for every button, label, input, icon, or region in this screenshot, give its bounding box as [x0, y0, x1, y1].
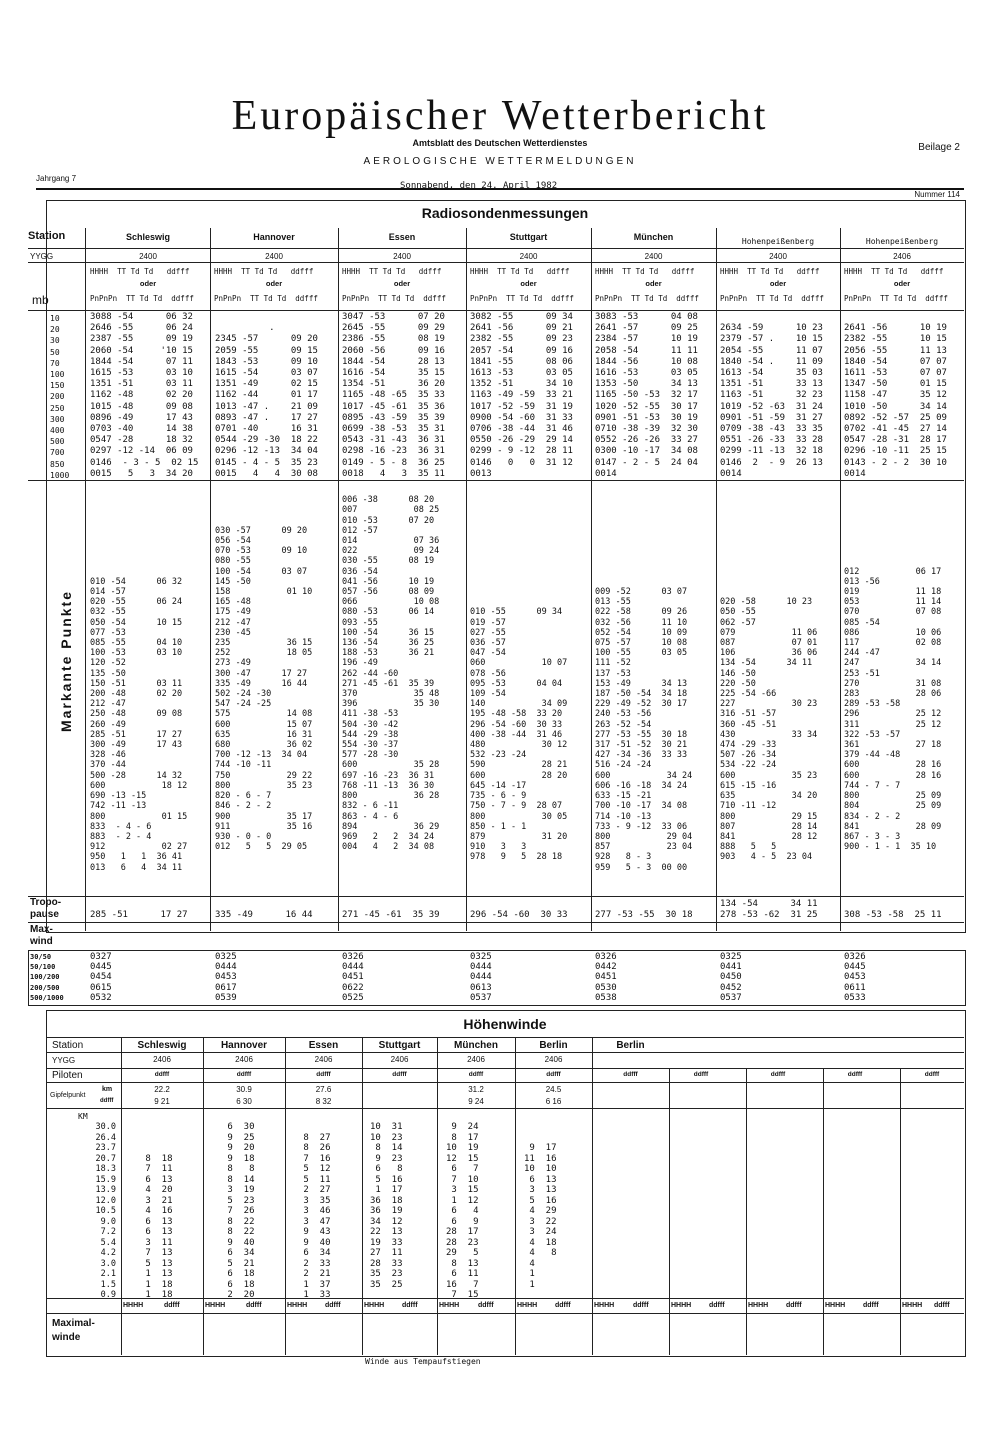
footer-note: Winde aus Tempaufstiegen [365, 1357, 481, 1366]
yygg-value: 2400 [769, 252, 787, 261]
hw-max-hhhh: HHHH [439, 1302, 460, 1309]
col-rule [338, 228, 339, 931]
hw-station-label: Station [52, 1040, 84, 1051]
main-data-hannover: . 2345 -57 09 20 2059 -55 09 15 1843 -53 09 10 1615 -54 03 07 1351 -49 02 15 1162 -44 01 17 1013 -47 . 21 09 0893 -47 . 17 27 0701 -40 16 31 0544 -29 -30 18 22 0296 -12 -13 34 04 0145 - 4 - 5 35 23 0015 4 4 30 08 [215, 323, 318, 479]
hw-station-name: Berlin [539, 1040, 568, 1051]
mark-data-schleswig: 010 -54 06 32 014 -57 020 -55 06 24 032 -55 050 -54 10 15 077 -53 085 -55 04 10 100 -53 03 10 120 -52 135 -50 150 -51 03 11 200 -48 02 20 212 -47 250 -48 09 08 260 -49 285 -51 17 27 300 -49 17 43 328 -46 370 -44 500 -28 14 32 600 18 12 690 -13 -15 742 -11 -13 800 01 15 833 - 4 - 6 883 - 2 - 4 912 02 27 950 1 1 36 41 013 6 4 34 11 [90, 576, 188, 873]
col-header-line1: HHHH TT Td Td ddfff [720, 267, 820, 276]
hw-station-name: Berlin [616, 1040, 645, 1051]
pressure-level: 700 [50, 448, 65, 458]
hw-peak-km: 31.2 [468, 1085, 484, 1094]
hw-peak-dd: 9 24 [468, 1097, 484, 1106]
hw-peak-km: 24.5 [545, 1085, 562, 1094]
station-stuttgart: Stuttgart [509, 232, 548, 242]
col-header-oder: oder [893, 279, 911, 288]
hw-km-label: km [102, 1086, 113, 1093]
pressure-level: 200 [50, 392, 65, 402]
hw-max-ddfff: ddfff [478, 1302, 494, 1309]
hw-max-ddfff: ddfff [934, 1302, 950, 1309]
col-header-line1: HHHH TT Td Td ddfff [90, 267, 190, 276]
hw-max-hhhh: HHHH [287, 1302, 308, 1309]
pressure-level: 300 [50, 414, 65, 424]
hw-col-rule [669, 1068, 670, 1355]
col-rule [466, 228, 467, 931]
main-data-schleswig: 3088 -54 06 32 2646 -55 06 24 2387 -55 09 19 2060 -54 '10 15 1844 -54 07 11 1615 -53 03 10 1351 -51 03 11 1162 -48 02 20 1015 -48 09 08 0896 -49 17 43 0703 -40 14 38 0547 -28 18 32 0297 -12 -14 06 09 0146 - 3 - 5 02 15 0015 5 3 34 20 [90, 312, 199, 479]
yygg-value: 2400 [139, 252, 157, 261]
hw-max-ddfff: ddfff [709, 1302, 725, 1309]
wind-shear-level: 30/50 [30, 953, 52, 961]
hw-max-ddfff: ddfff [164, 1302, 180, 1309]
pressure-level: 250 [50, 403, 65, 413]
issue-number: Nummer 114 [914, 190, 960, 199]
hw-ddfff-head: ddfff [154, 1071, 170, 1078]
main-data-hohenpeissenberg-1: 2634 -59 10 23 2379 -57 . 10 15 2054 -55 11 07 1840 -54 . 11 09 1613 -54 35 03 1351 -51 33 13 1163 -51 32 23 1019 -52 -63 31 24 0901 -51 -59 31 27 0709 -38 -43 33 35 0551 -26 -33 33 28 0299 -11 -13 32 18 0146 2 - 9 26 13 0014 [720, 323, 823, 479]
maxwind-label-2: wind [30, 936, 53, 947]
hw-rule [46, 1068, 964, 1069]
hw-gipfel-label: Gipfelpunkt [50, 1092, 86, 1099]
hw-peak-dd: 8 32 [315, 1097, 332, 1106]
hw-col-rule [823, 1068, 824, 1355]
hw-station-name: Essen [308, 1040, 339, 1051]
hw-ddfff-head: ddfff [770, 1071, 786, 1078]
pressure-level: 500 [50, 437, 65, 447]
pressure-level: 50 [50, 347, 60, 357]
mb-label: mb [32, 293, 49, 307]
hw-ddfff-head: ddfff [924, 1071, 940, 1078]
maxwind-rule [28, 922, 964, 923]
hoehenwinde-title: Höhenwinde [463, 1016, 547, 1032]
pressure-level: 400 [50, 426, 65, 436]
hw-col-rule [746, 1068, 747, 1355]
mark-data-hohenpeissenberg-2: 012 06 17 013 -56 019 11 18 053 11 14 070 07 08 085 -54 086 10 06 117 02 08 244 -47 247 34 14 253 -51 270 31 08 283 28 06 289 -53 -58 296 25 12 311 25 12 322 -53 -57 361 27 18 379 -44 -48 600 28 16 600 28 16 744 - 7 - 7 800 25 09 804 25 09 834 - 2 - 2 841 28 09 867 - 3 - 3 900 - 1 - 1 35 10 [844, 566, 942, 853]
col-header-line1: HHHH TT Td Td ddfff [844, 267, 944, 276]
hw-max-ddfff: ddfff [555, 1302, 571, 1309]
main-mark-rule [28, 480, 964, 481]
station-row-rule [28, 248, 964, 249]
wind-shear-levels [30, 952, 64, 1003]
col-header-line2: PnPnPn TT Td Td ddfff [595, 294, 699, 303]
hw-dd-label: ddfff [100, 1098, 114, 1104]
hw-station-yygg: 2406 [153, 1055, 171, 1064]
tropo-stuttgart: 296 -54 -60 30 33 [470, 910, 568, 920]
radiosonde-title: Radiosondenmessungen [421, 205, 589, 221]
tropo-label-1: Tropo- [30, 897, 62, 908]
pressure-level: 70 [50, 358, 60, 368]
station-hohenpeissenberg-2: Hohenpeißenberg [865, 237, 939, 246]
station-essen: Essen [388, 232, 416, 242]
hw-peak-km: 30.9 [236, 1085, 252, 1094]
hw-rule [46, 1082, 964, 1083]
max-label-2: winde [52, 1332, 81, 1343]
hw-peak-dd: 6 30 [236, 1097, 252, 1106]
shear-hohenpeissenberg-1: 0325 0441 0450 0452 0537 [720, 952, 742, 1003]
label-col-rule [85, 228, 86, 931]
col-rule [840, 228, 841, 931]
main-data-muenchen: 3083 -53 04 08 2641 -57 09 25 2384 -57 10 19 2058 -54 11 11 1844 -56 10 08 1616 -53 03 05 1353 -50 34 13 1165 -50 -53 32 17 1020 -52 -55 30 17 0901 -51 -53 30 19 0710 -38 -39 32 30 0552 -26 -26 33 27 0300 -10 -17 34 08 0147 - 2 - 5 24 04 0014 [595, 312, 698, 479]
tropo-rule [28, 896, 964, 897]
yygg-label: YYGG [30, 252, 54, 261]
hw-station-name: München [454, 1040, 498, 1051]
station-muenchen: München [633, 232, 674, 242]
col-header-line2: PnPnPn TT Td Td ddfff [342, 294, 446, 303]
yygg-value: 2406 [893, 252, 911, 261]
tropo-hannover: 335 -49 16 44 [215, 910, 313, 920]
hw-ddfff-head: ddfff [847, 1071, 863, 1078]
hw-col-rule [592, 1037, 593, 1355]
hw-max-ddfff: ddfff [863, 1302, 879, 1309]
yygg-value: 2400 [519, 252, 538, 261]
hw-station-name: Schleswig [137, 1040, 187, 1051]
station-hohenpeissenberg-1: Hohenpeißenberg [741, 237, 815, 246]
beilage-label: Beilage 2 [918, 142, 960, 153]
shear-essen: 0326 0444 0451 0622 0525 [342, 952, 364, 1003]
maxwind-label-1: Max- [30, 924, 53, 935]
hw-max-ddfff: ddfff [246, 1302, 262, 1309]
tropo-essen: 271 -45 -61 35 39 [342, 910, 440, 920]
col-header-line1: HHHH TT Td Td ddfff [595, 267, 695, 276]
shear-muenchen: 0326 0442 0451 0530 0538 [595, 952, 617, 1003]
col-rule [210, 228, 211, 931]
yygg-value: 2400 [265, 252, 283, 261]
yygg-value: 2400 [393, 252, 411, 261]
hw-km-header: KM [78, 1112, 88, 1121]
max-label-1: Maximal- [52, 1318, 95, 1329]
col-header-line2: PnPnPn TT Td Td ddfff [844, 294, 948, 303]
pressure-level: 20 [50, 325, 60, 335]
marked-points-label: Markante Punkte [58, 590, 74, 733]
hw-max-hhhh: HHHH [902, 1302, 923, 1309]
station-schleswig: Schleswig [125, 232, 170, 242]
hw-max-hhhh: HHHH [123, 1302, 144, 1309]
col-header-line1: HHHH TT Td Td ddfff [214, 267, 314, 276]
tropo-schleswig: 285 -51 17 27 [90, 910, 188, 920]
hw-max-ddfff: ddfff [786, 1302, 802, 1309]
pressure-level: 1000 [50, 470, 70, 480]
wind-shear-level: 100/200 [30, 973, 60, 982]
hw-peak-dd: 6 16 [545, 1097, 562, 1106]
wind-shear-frame [28, 950, 966, 1006]
main-data-hohenpeissenberg-2: 2641 -56 10 19 2382 -55 10 15 2056 -55 11 13 1840 -54 07 07 1611 -53 07 07 1347 -50 01 15 1158 -47 35 12 1010 -50 34 14 0892 -52 -57 25 09 0702 -41 -45 27 14 0547 -28 -31 28 17 0296 -10 -11 25 15 0143 - 2 - 2 30 10 0014 [844, 323, 947, 479]
hw-col-stuttgart: 10 31 10 23 8 14 9 23 6 8 5 16 1 17 36 18 36 19 34 12 22 13 19 33 27 11 28 33 35 23 35 25 [370, 1122, 403, 1290]
hw-ddfff-head: ddfff [468, 1071, 484, 1078]
hw-max-hhhh: HHHH [364, 1302, 385, 1309]
mark-data-essen: 006 -38 08 20 007 08 25 010 -53 07 20 012 -57 014 07 36 022 09 24 030 -55 08 19 036 -54 041 -56 10 19 057 -56 08 09 066 10 08 080 -53 06 14 093 -55 100 -54 36 15 136 -54 36 25 188 -53 36 21 196 -49 262 -44 -60 271 -45 -61 35 39 370 35 48 396 35 30 411 -38 -53 504 -30 -42 544 -29 -38 554 -30 -37 577 -28 -30 600 35 28 697 -16 -23 36 31 768 -11 -13 36 30 800 36 28 832 - 6 -11 863 - 4 - 6 894 36 29 969 2 2 34 24 004 4 2 34 08 [342, 495, 440, 853]
pressure-level: 10 [50, 314, 60, 323]
col-header-oder: oder [265, 279, 283, 288]
page-subtitle: Amtsblatt des Deutschen Wetterdienstes [412, 138, 588, 148]
shear-schleswig: 0327 0445 0454 0615 0532 [90, 952, 112, 1003]
hw-col-schleswig: 8 18 7 11 6 13 4 20 3 21 4 16 6 13 6 13 3 11 7 13 5 13 1 13 1 18 1 18 [145, 1153, 173, 1300]
pressure-levels [50, 313, 69, 481]
col-header-line2: PnPnPn TT Td Td ddfff [470, 294, 574, 303]
colhead-row-rule [28, 310, 964, 311]
wind-shear-level: 50/100 [30, 963, 56, 972]
tropo-hohenpeissenberg-1: 134 -54 34 11 278 -53 -62 31 25 [720, 899, 818, 921]
col-rule [716, 228, 717, 931]
hw-col-rule [362, 1037, 363, 1355]
tropo-muenchen: 277 -53 -55 30 18 [595, 910, 693, 920]
hw-rule [46, 1108, 964, 1109]
pressure-level: 150 [50, 381, 65, 391]
hw-station-yygg: 2406 [390, 1055, 409, 1064]
mark-data-hohenpeissenberg-1: 020 -58 10 23 050 -55 062 -57 079 11 06 087 07 01 106 36 06 134 -54 34 11 146 -50 220 -50 225 -54 -66 227 30 23 316 -51 -57 360 -45 -51 430 33 34 474 -29 -33 507 -26 -34 534 -22 -24 600 35 23 615 -15 -16 635 34 20 710 -11 -12 800 29 15 807 28 14 841 28 12 888 5 5 903 4 - 5 23 04 [720, 597, 818, 863]
tropo-hohenpeissenberg-2: 308 -53 -58 25 11 [844, 910, 942, 920]
mark-data-stuttgart: 010 -55 09 34 019 -57 027 -55 036 -57 047 -54 060 10 07 078 -56 095 -53 04 04 109 -54 140 34 09 195 -48 -58 33 20 296 -54 -60 30 33 400 -38 -44 31 46 480 30 12 532 -23 -24 590 28 21 600 28 20 645 -14 -17 735 - 6 - 9 750 - 7 - 9 28 07 800 30 05 850 - 1 - 1 879 31 20 910 3 3 978 9 5 28 18 [470, 607, 568, 863]
shear-hohenpeissenberg-2: 0326 0445 0453 0611 0533 [844, 952, 866, 1003]
hw-rule [46, 1037, 964, 1038]
hw-piloten-label: Piloten [52, 1070, 83, 1081]
main-data-essen: 3047 -53 07 20 2645 -55 09 29 2386 -55 08 19 2060 -56 09 16 1844 -54 28 13 1616 -54 35 15 1354 -51 36 20 1165 -48 -65 35 33 1017 -45 -61 35 36 0895 -43 -59 35 39 0699 -38 -53 35 31 0543 -31 -43 36 31 0298 -16 -23 36 31 0149 - 5 - 8 36 25 0018 4 3 35 11 [342, 312, 445, 479]
hw-rule [46, 1052, 964, 1053]
hw-peak-km: 22.2 [154, 1085, 170, 1094]
hw-col-berlin: 9 17 11 16 10 10 6 13 3 13 5 16 4 29 3 22 3 24 4 18 4 8 4 1 1 [524, 1143, 557, 1290]
wind-shear-level: 200/500 [30, 983, 60, 992]
hw-col-muenchen: 9 24 8 17 10 19 12 15 6 7 7 10 3 15 1 12 6 4 6 9 28 17 28 23 29 5 8 13 6 11 16 7 7 15 [446, 1122, 479, 1300]
hw-station-yygg: 2406 [314, 1055, 333, 1064]
col-header-oder: oder [645, 279, 662, 288]
wind-shear-level: 500/1000 [30, 993, 64, 1002]
hw-max-hhhh: HHHH [517, 1302, 538, 1309]
section-heading: AEROLOGISCHE WETTERMELDUNGEN [363, 156, 637, 167]
hw-max-hhhh: HHHH [671, 1302, 692, 1309]
issue-date: Sonnabend, den 24. April 1982 [400, 181, 558, 191]
hw-yygg-label: YYGG [52, 1056, 76, 1065]
hw-station-name: Stuttgart [378, 1040, 421, 1051]
hw-km-levels: 30.0 26.4 23.7 20.7 18.3 15.9 13.9 12.0 10.5 9.0 7.2 5.4 4.2 3.0 2.1 1.5 0.9 [95, 1122, 116, 1300]
mark-data-muenchen: 009 -52 03 07 013 -55 022 -58 09 26 032 -56 11 10 052 -54 10 09 075 -57 10 08 100 -55 03 05 111 -52 137 -53 153 -49 34 13 187 -50 -54 34 18 229 -49 -52 30 17 240 -53 -56 263 -52 -54 277 -53 -55 30 18 317 -51 -52 30 21 427 -34 -36 33 33 516 -24 -24 600 34 24 606 -16 -18 34 24 633 -15 -21 700 -10 -17 34 08 714 -10 -13 733 - 9 -12 33 06 800 29 04 857 23 04 928 8 - 3 959 5 - 3 00 00 [595, 587, 693, 873]
shear-hannover: 0325 0444 0453 0617 0539 [215, 952, 237, 1003]
hw-col-essen: 8 27 8 26 7 16 5 12 5 11 2 27 3 35 3 46 3 47 9 43 9 40 6 34 2 33 2 21 1 37 1 33 [303, 1132, 331, 1300]
hw-max-ddfff: ddfff [633, 1302, 649, 1309]
jahrgang-label: Jahrgang 7 [36, 174, 77, 183]
pressure-level: 100 [50, 370, 65, 380]
station-hannover: Hannover [253, 232, 295, 242]
hw-ddfff-head: ddfff [623, 1071, 638, 1078]
hw-rule [46, 1298, 964, 1299]
yygg-value: 2400 [644, 252, 663, 261]
col-header-line2: PnPnPn TT Td Td ddfff [214, 294, 318, 303]
hw-ddfff-head: ddfff [693, 1071, 709, 1078]
pressure-level: 30 [50, 336, 60, 346]
hw-col-rule [900, 1068, 901, 1355]
hw-ddfff-head: ddfff [316, 1071, 331, 1078]
hw-peak-dd: 9 21 [154, 1097, 170, 1106]
col-rule [591, 228, 592, 931]
col-header-line1: HHHH TT Td Td ddfff [470, 267, 570, 276]
hw-station-yygg: 2406 [544, 1055, 563, 1064]
col-header-oder: oder [520, 279, 537, 288]
hw-ddfff-head: ddfff [236, 1071, 252, 1078]
col-header-line2: PnPnPn TT Td Td ddfff [720, 294, 824, 303]
hw-ddfff-head: ddfff [392, 1071, 407, 1078]
header-rule [36, 188, 964, 190]
hw-ddfff-head: ddfff [546, 1071, 561, 1078]
hw-max-ddfff: ddfff [325, 1302, 341, 1309]
hw-station-name: Hannover [220, 1040, 268, 1051]
hw-max-hhhh: HHHH [748, 1302, 769, 1309]
tropo-label-2: pause [30, 909, 59, 920]
pressure-level: 850 [50, 459, 65, 469]
hw-max-ddfff: ddfff [402, 1302, 418, 1309]
station-label: Station [28, 230, 66, 242]
hw-col-hannover: 6 30 9 25 9 20 9 18 8 8 8 14 3 19 5 23 7 26 8 22 8 22 9 40 6 34 5 21 6 18 6 18 2 20 [227, 1122, 255, 1300]
hw-station-yygg: 2406 [235, 1055, 253, 1064]
col-header-oder: oder [769, 279, 787, 288]
col-header-line1: HHHH TT Td Td ddfff [342, 267, 442, 276]
hw-rule [46, 1313, 964, 1314]
hw-max-hhhh: HHHH [825, 1302, 846, 1309]
hw-max-hhhh: HHHH [594, 1302, 615, 1309]
page-title: Europäischer Wetterbericht [231, 93, 769, 139]
yygg-row-rule [28, 262, 964, 263]
hw-max-hhhh: HHHH [205, 1302, 226, 1309]
col-header-oder: oder [393, 279, 411, 288]
hw-station-yygg: 2406 [467, 1055, 485, 1064]
hw-peak-km: 27.6 [315, 1085, 332, 1094]
shear-stuttgart: 0325 0444 0444 0613 0537 [470, 952, 492, 1003]
col-header-line2: PnPnPn TT Td Td ddfff [90, 294, 194, 303]
col-header-oder: oder [139, 279, 157, 288]
main-data-stuttgart: 3082 -55 09 34 2641 -56 09 21 2382 -55 09 23 2057 -54 09 16 1841 -55 08 06 1613 -53 03 05 1352 -51 34 10 1163 -49 -59 33 21 1017 -52 -59 31 19 0900 -54 -60 31 33 0706 -38 -44 31 46 0550 -26 -29 29 14 0299 - 9 -12 28 11 0146 0 0 31 12 0013 [470, 312, 573, 479]
mark-data-hannover: 030 -57 09 20 056 -54 070 -53 09 10 080 -55 100 -54 03 07 145 -50 158 01 10 165 -48 175 -49 212 -47 230 -45 235 36 15 252 18 05 273 -49 300 -47 17 27 335 -49 16 44 502 -24 -30 547 -24 -25 575 14 08 600 15 07 635 16 31 680 36 02 700 -12 -13 34 04 744 -10 -11 750 29 22 800 35 23 820 - 6 - 7 846 - 2 - 2 900 35 17 911 35 16 930 - 0 - 0 012 5 5 29 05 [215, 525, 313, 853]
